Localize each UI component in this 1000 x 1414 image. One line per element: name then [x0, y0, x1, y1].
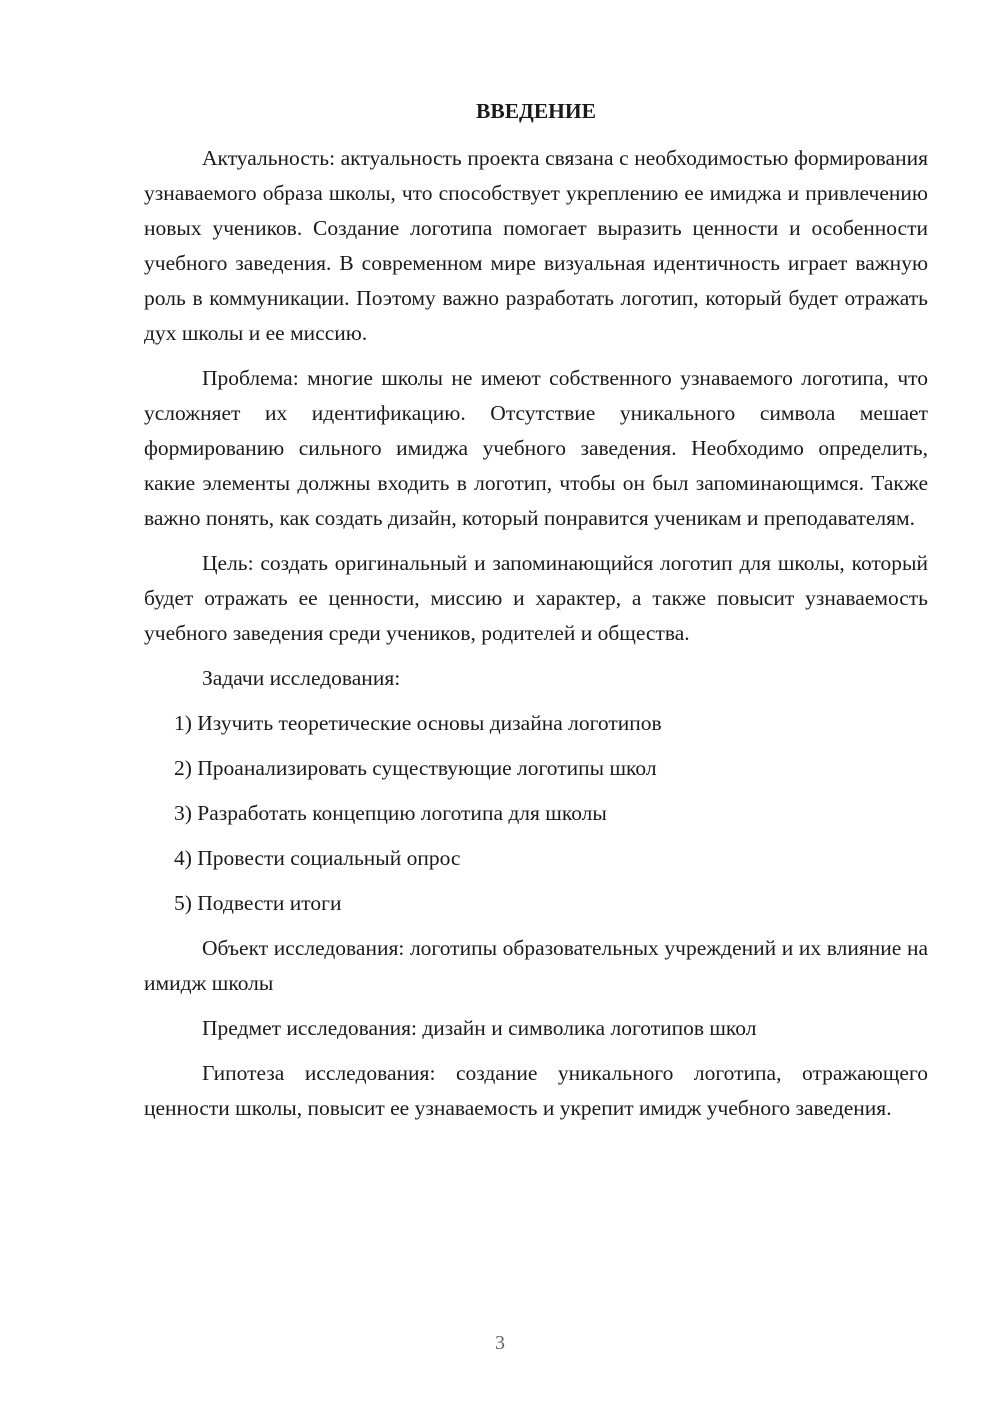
problem-paragraph: Проблема: многие школы не имеют собственного узнаваемого логотипа, что усложняет их идентификацию. Отсутствие уникального символа мешает формированию сильного имиджа учебного заведения. Необходимо определить, какие элементы должны входить в логотип, чтобы он был запоминающимся. Также важно понять, как создать дизайн, который понравится ученикам и преподавателям.	[144, 366, 928, 530]
task-item-2: 2) Проанализировать существующие логотипы школ	[174, 756, 657, 780]
document-page	[144, 95, 928, 1136]
object-paragraph: Объект исследования: логотипы образовательных учреждений и их влияние на имидж школы	[144, 936, 928, 995]
tasks-list	[144, 706, 928, 921]
task-item-4: 4) Провести социальный опрос	[174, 846, 461, 870]
page-number: 3	[495, 1332, 505, 1354]
section-title: ВВЕДЕНИЕ	[476, 99, 596, 123]
subject-paragraph: Предмет исследования: дизайн и символика логотипов школ	[202, 1016, 757, 1040]
task-item-3: 3) Разработать концепцию логотипа для школы	[174, 801, 607, 825]
tasks-label: Задачи исследования:	[202, 666, 401, 690]
task-item-1: 1) Изучить теоретические основы дизайна логотипов	[174, 711, 662, 735]
hypothesis-paragraph: Гипотеза исследования: создание уникального логотипа, отражающего ценности школы, повысит ее узнаваемость и укрепит имидж учебного заведения.	[144, 1061, 928, 1120]
relevance-paragraph: Актуальность: актуальность проекта связана с необходимостью формирования узнаваемого образа школы, что способствует укреплению ее имиджа и привлечению новых учеников. Создание логотипа помогает выразить ценности и особенности учебного заведения. В современном мире визуальная идентичность играет важную роль в коммуникации. Поэтому важно разработать логотип, который будет отражать дух школы и ее миссию.	[144, 146, 928, 345]
task-item-5: 5) Подвести итоги	[174, 891, 342, 915]
goal-paragraph: Цель: создать оригинальный и запоминающийся логотип для школы, который будет отражать ее ценности, миссию и характер, а также повысит узнаваемость учебного заведения среди учеников, родителей и общества.	[144, 551, 928, 645]
